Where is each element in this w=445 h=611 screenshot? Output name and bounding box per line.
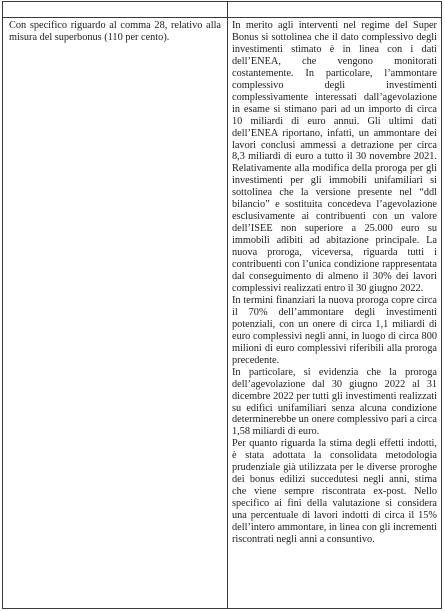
right-paragraph: In termini finanziari la nuova proroga copre circa il 70% dell’ammontare degli investimenti potenziali, con un onere di circa 1,1 miliardi di euro complessivi negli anni, in luogo di circa 800 milioni di euro complessivi riferibili alla proroga precedente. [232, 294, 437, 366]
table-header-row [3, 2, 441, 18]
right-paragraph: In merito agli interventi nel regime del Super Bonus si sottolinea che il dato complessivo degli investimenti stimato è in linea con i dati dell’ENEA, che vengono monitorati costantemente. In particolare, l’ammontare complessivo degli investimenti complessivamente interessati dall’agevolazione in esame si stimano pari ad un importo di circa 10 miliardi di euro annui. Gli ultimi dati dell’ENEA riportano, infatti, un ammontare dei lavori conclusi ammessi a detrazione per circa 8,3 miliardi di euro a tutto il 30 novembre 2021. Relativamente alla modifica della proroga per gli investimenti per gli immobili unifamiliari si sottolinea che la versione presente nel “ddl bilancio” e sostituita concedeva l’agevolazione esclusivamente ai contribuenti con un valore dell’ISEE non superiore a 25.000 euro su immobili adibiti ad abitazione principale. La nuova proroga, viceversa, riguarda tutti i contribuenti con l’unica condizione rappresentata dal conseguimento di almeno il 30% dei lavori complessivi realizzati entro il 30 giugno 2022. [232, 20, 437, 294]
right-paragraph: Per quanto riguarda la stima degli effetti indotti, è stata adottata la consolidata metodologia prudenziale già utilizzata per le diverse proroghe dei bonus edilizi succedutesi negli anni, stima che viene sempre riscontrata ex-post. Nello specifico ai fini della valutazione si considera una percentuale di lavori indotti di circa il 15% dell’intero ammontare, in linea con gli incrementi riscontrati negli anni a consuntivo. [232, 438, 438, 545]
row-left-cell [9, 20, 221, 44]
document-table [2, 1, 442, 609]
row-right-cell [232, 20, 437, 546]
column-divider [227, 2, 228, 608]
left-cell-text: Con specifico riguardo al comma 28, relativo alla misura del superbonus (110 per cento). [9, 20, 221, 43]
right-paragraph: In particolare, si evidenzia che la proroga dell’agevolazione dal 30 giugno 2022 al 31 dicembre 2022 per tutti gli investimenti realizzati su edifici unifamiliari senza alcuna condizione determinerebbe un onere complessivo pari a circa 1,58 miliardi di euro. [232, 366, 437, 438]
